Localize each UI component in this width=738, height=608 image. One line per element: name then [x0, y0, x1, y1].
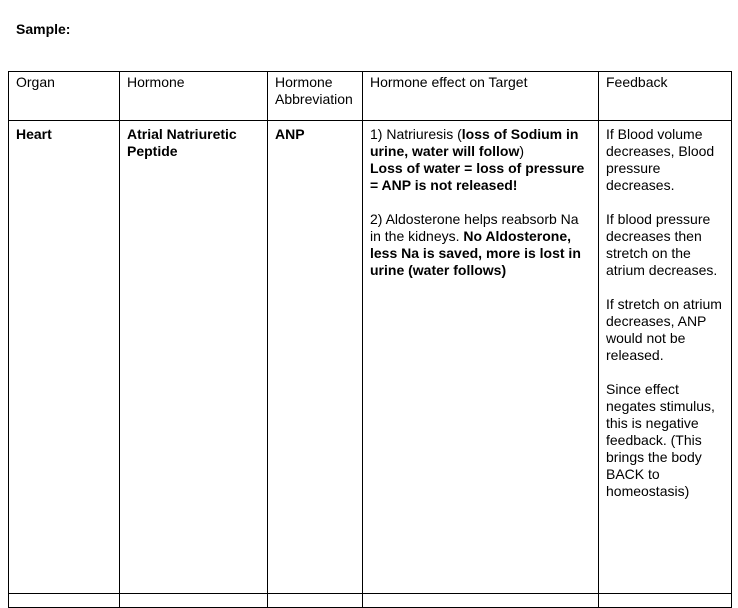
page-title: Sample:: [16, 21, 71, 37]
cell-effect: [363, 121, 599, 594]
effect-p1-bold: loss of Sodium in urine, water will follow: [370, 126, 579, 159]
effect-p1-close: ): [519, 143, 525, 159]
header-effect: Hormone effect on Target: [363, 72, 599, 121]
empty-cell: [9, 594, 120, 608]
feedback-paragraph-4: Since effect negates stimulus, this is negative feedback. (This brings the body BACK to homeostasis): [606, 381, 715, 499]
feedback-paragraph-1: If Blood volume decreases, Blood pressure decreases.: [606, 126, 715, 193]
header-hormone: Hormone: [120, 72, 268, 121]
hormone-table: [8, 71, 732, 608]
cell-feedback: [599, 121, 732, 594]
effect-paragraph-2: [370, 211, 592, 279]
header-feedback: Feedback: [599, 72, 732, 121]
effect-p2-bold: No Aldosterone, less Na is saved, more is lost in urine (water follows): [370, 228, 581, 278]
feedback-paragraph-3: If stretch on atrium decreases, ANP would not be released.: [606, 296, 722, 363]
cell-organ: Heart: [9, 121, 120, 594]
feedback-paragraph-2: If blood pressure decreases then stretch on the atrium decreases.: [606, 211, 718, 278]
table-header-row: [9, 72, 732, 121]
effect-paragraph-1: [370, 126, 592, 194]
cell-hormone: Atrial Natriuretic Peptide: [120, 121, 268, 594]
empty-cell: [363, 594, 599, 608]
table-empty-row: [9, 594, 732, 608]
header-organ: Organ: [9, 72, 120, 121]
table-row: [9, 121, 732, 594]
empty-cell: [120, 594, 268, 608]
effect-p1-conclusion: Loss of water = loss of pressure = ANP is not released!: [370, 160, 585, 193]
header-abbreviation: Hormone Abbreviation: [268, 72, 363, 121]
effect-p1-text: 1) Natriuresis (: [370, 126, 462, 142]
empty-cell: [599, 594, 732, 608]
empty-cell: [268, 594, 363, 608]
effect-p2-text: 2) Aldosterone helps reabsorb Na in the kidneys.: [370, 211, 579, 244]
cell-abbreviation: ANP: [268, 121, 363, 594]
